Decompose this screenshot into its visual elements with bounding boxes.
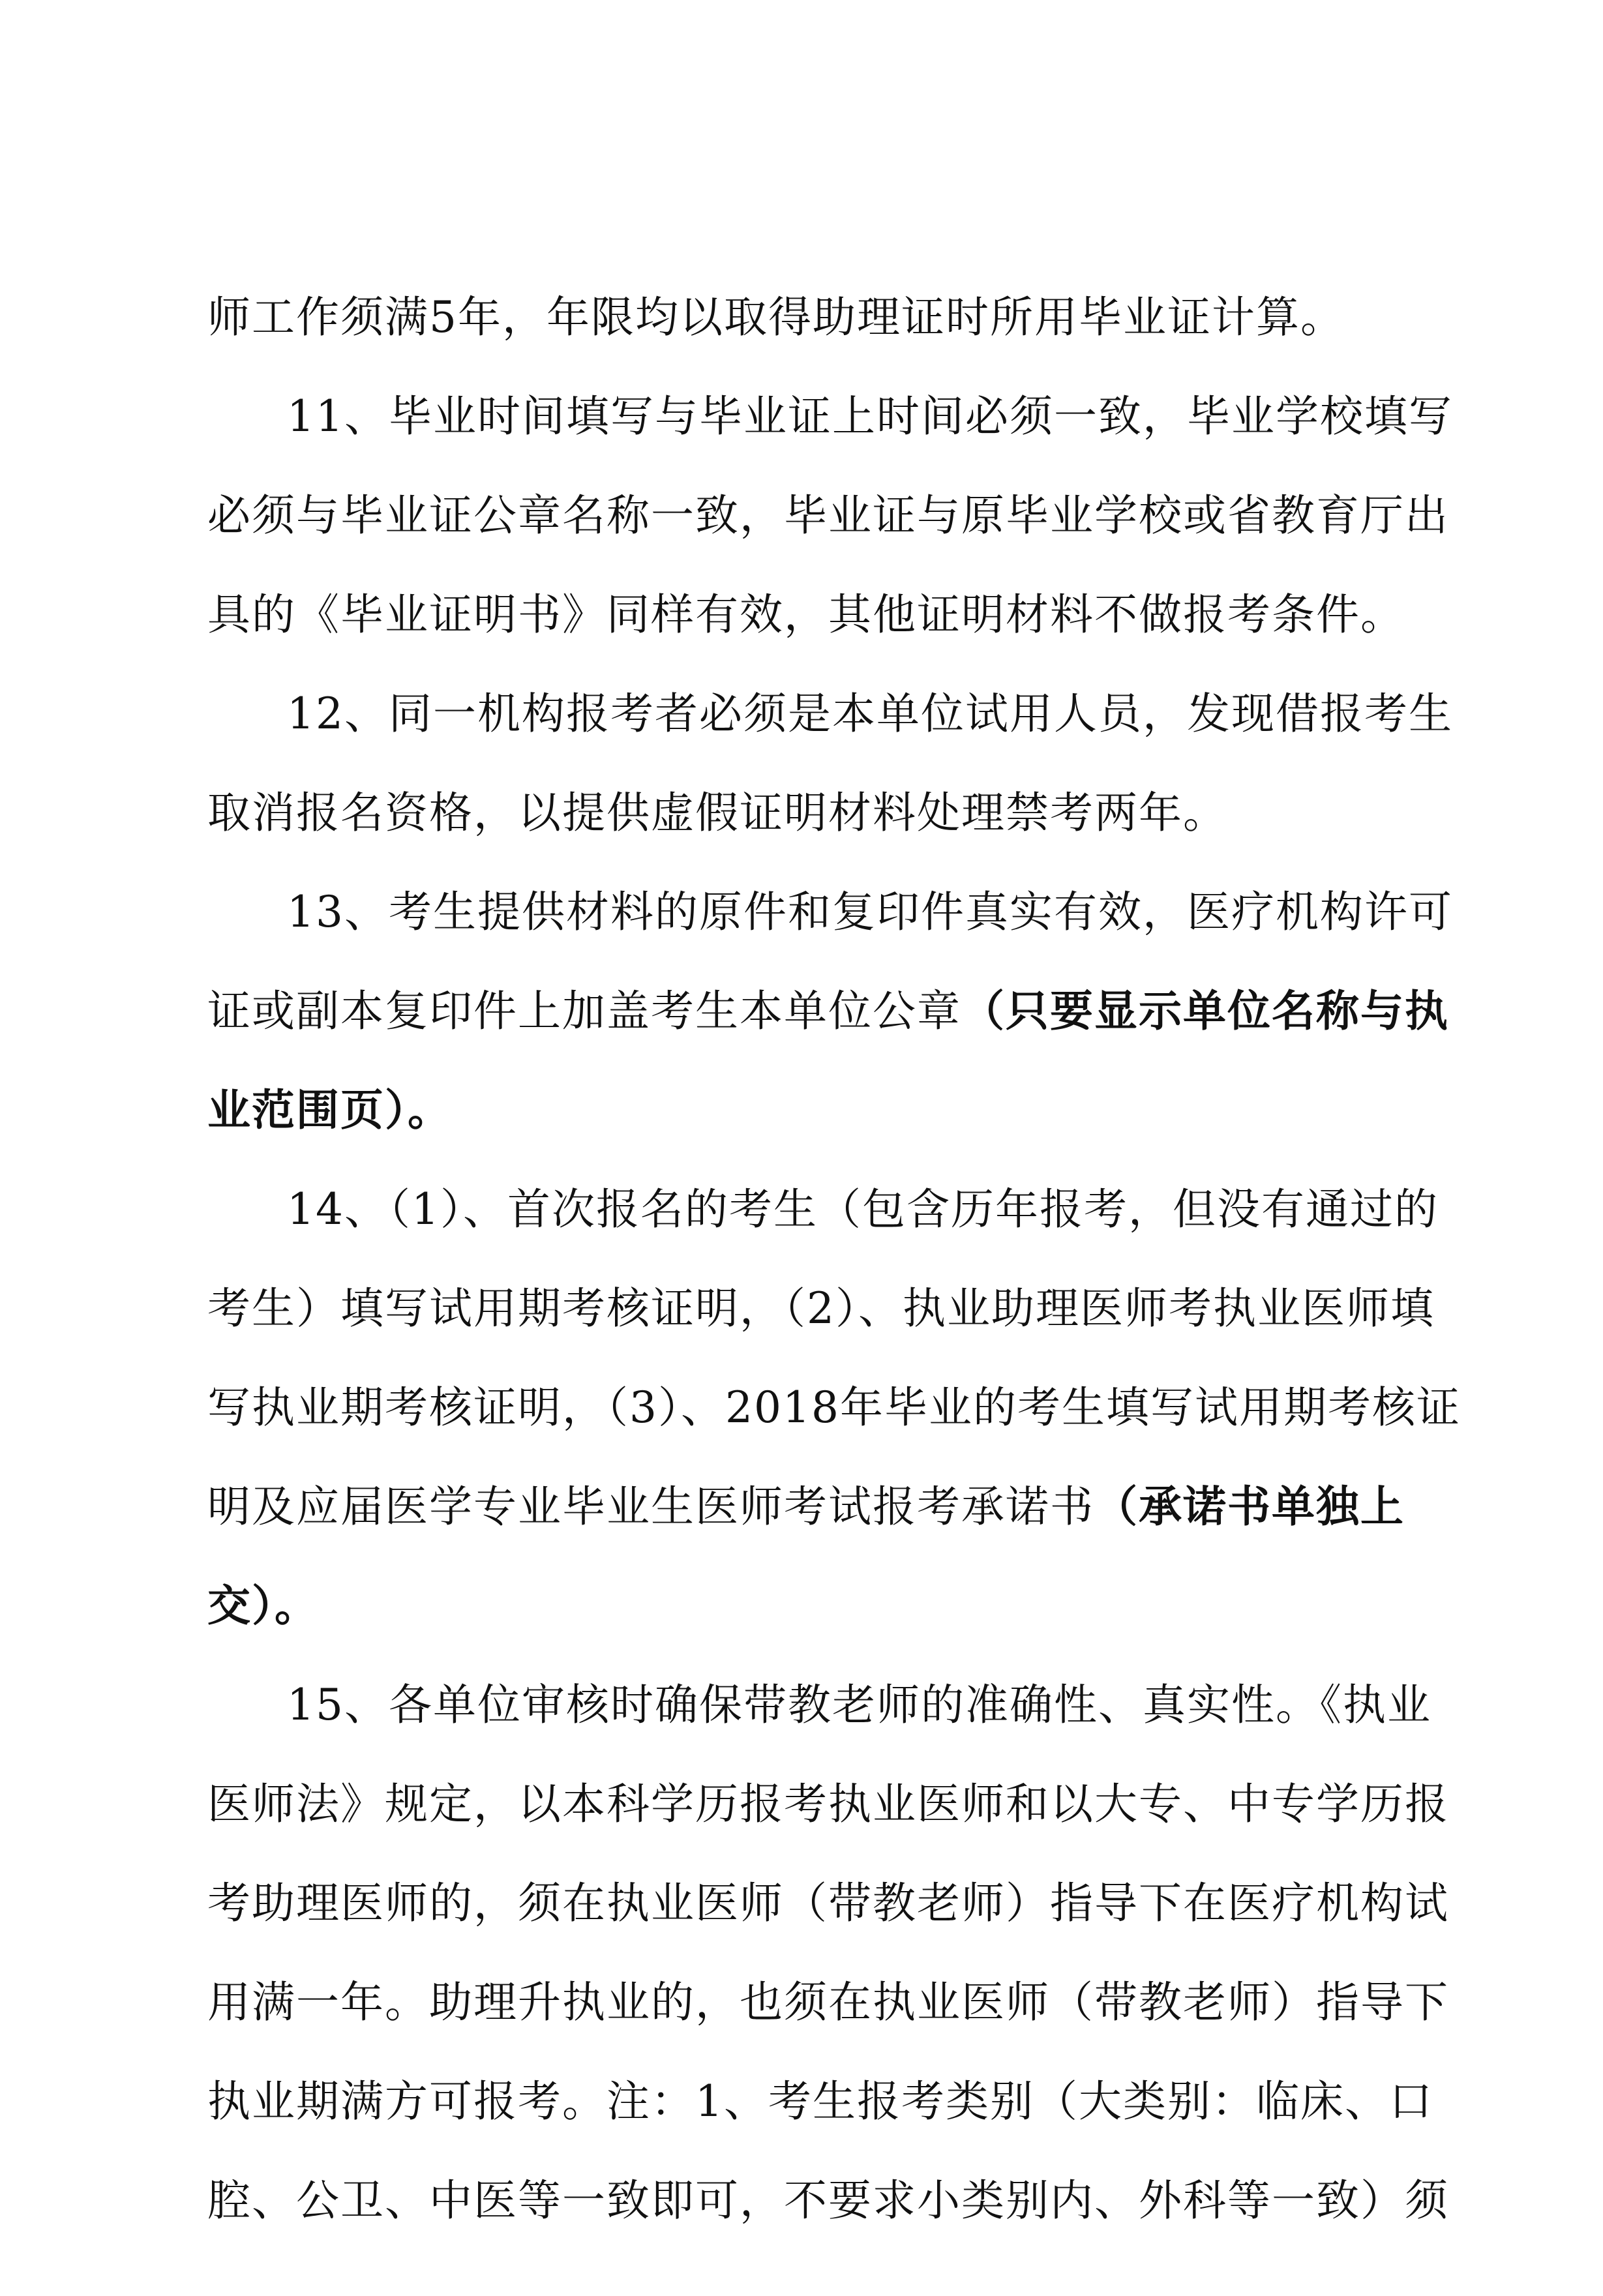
line-text: 医师法》规定，以本科学历报考执业医师和以大专、中专学历报 — [207, 1779, 1449, 1829]
line-text: 写执业期考核证明，（3）、2018年毕业的考生填写试用期考核证 — [207, 1382, 1461, 1433]
line-text: 具的《毕业证明书》同样有效，其他证明材料不做报考条件。 — [207, 589, 1405, 640]
text-line — [287, 1669, 1431, 1741]
line-text: 必须与毕业证公章名称一致，毕业证与原毕业学校或省教育厅出 — [207, 490, 1449, 541]
bold-note: （承诺书单独上 — [1094, 1482, 1405, 1532]
line-text: 13、考生提供材料的原件和复印件真实有效，医疗机构许可 — [287, 887, 1453, 937]
text-line — [207, 2066, 1433, 2138]
text-line — [207, 1868, 1449, 1939]
line-text: 11、毕业时间填写与毕业证上时间必须一致，毕业学校填写 — [287, 391, 1453, 441]
text-line — [207, 1768, 1449, 1840]
text-line — [287, 678, 1453, 750]
text-line — [207, 579, 1405, 651]
text-line — [207, 2165, 1449, 2237]
line-text: 用满一年。助理升执业的，也须在执业医师（带教老师）指导下 — [207, 1977, 1449, 2027]
text-line — [287, 876, 1453, 948]
line-text: 12、同一机构报考者必须是本单位试用人员，发现借报考生 — [287, 689, 1453, 739]
line-text: 考生）填写试用期考核证明，（2）、执业助理医师考执业医师填 — [207, 1283, 1435, 1334]
line-text: 15、各单位审核时确保带教老师的准确性、真实性。《执业 — [287, 1680, 1431, 1730]
line-text: 腔、公卫、中医等一致即可，不要求小类别内、外科等一致）须 — [207, 2175, 1449, 2226]
text-line — [207, 1372, 1461, 1444]
line-text: 14、（1）、首次报名的考生（包含历年报考，但没有通过的 — [287, 1184, 1439, 1234]
line-text: 证或副本复印件上加盖考生本单位公章 — [207, 986, 961, 1036]
line-text: 考助理医师的，须在执业医师（带教老师）指导下在医疗机构试 — [207, 1878, 1449, 1928]
line-text: 师工作须满5年，年限均以取得助理证时所用毕业证计算。 — [207, 292, 1345, 342]
bold-note: 交）。 — [207, 1581, 319, 1631]
line-text: 取消报名资格，以提供虚假证明材料处理禁考两年。 — [207, 788, 1227, 838]
text-line — [207, 777, 1401, 849]
bold-note: （只要显示单位名称与执 — [961, 986, 1449, 1036]
line-text: 执业期满方可报考。注：1、考生报考类别（大类别：临床、口 — [207, 2076, 1433, 2126]
text-line — [207, 1471, 1405, 1543]
text-line — [287, 381, 1453, 453]
text-line — [207, 976, 1449, 1047]
text-line — [207, 1967, 1449, 2038]
text-line — [287, 1174, 1439, 1245]
text-line — [207, 1273, 1435, 1345]
text-line — [207, 480, 1449, 552]
text-line — [207, 1075, 1401, 1146]
text-line — [207, 282, 1401, 353]
line-text: 明及应届医学专业毕业生医师考试报考承诺书 — [207, 1482, 1094, 1532]
bold-note: 业范围页）。 — [207, 1085, 452, 1135]
text-line — [207, 1570, 1401, 1642]
